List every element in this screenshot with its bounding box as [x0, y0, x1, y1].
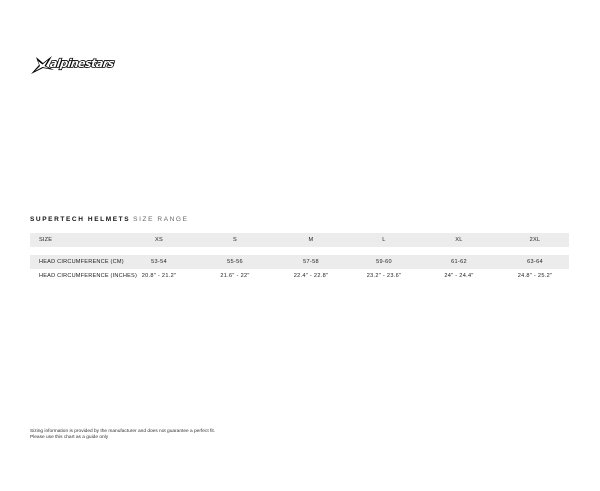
disclaimer-line-1: Sizing information is provided by the manufacturer and does not guarantee a perfect fit.	[30, 429, 216, 434]
disclaimer-line-2: Please use this chart as a guide only	[30, 435, 109, 440]
size-cell: M	[308, 237, 314, 243]
brand-logo	[30, 54, 134, 76]
inches-cell: 24" - 24.4"	[444, 273, 474, 279]
size-label: SIZE	[39, 237, 53, 243]
brand-wordmark: alpinestars	[49, 57, 115, 70]
cm-cell: 57-58	[303, 259, 319, 265]
cm-cell: 55-56	[227, 259, 243, 265]
size-cell: L	[382, 237, 386, 243]
inches-label: HEAD CIRCUMFERENCE (INCHES)	[39, 273, 138, 279]
chart-title	[30, 216, 189, 223]
size-cell: XL	[455, 237, 463, 243]
cm-label: HEAD CIRCUMFERENCE (CM)	[39, 259, 124, 265]
cm-cell: 63-64	[527, 259, 543, 265]
size-cell: XS	[154, 237, 164, 243]
inches-row	[30, 269, 569, 283]
cm-cell: 61-62	[451, 259, 467, 265]
size-cell: S	[232, 237, 238, 243]
product-name: SUPERTECH HELMETS	[30, 216, 131, 223]
inches-cell: 21.6" - 22"	[220, 273, 250, 279]
cm-cell: 53-54	[151, 259, 167, 265]
inches-cell: 22.4" - 22.8"	[293, 273, 329, 279]
size-cell: 2XL	[529, 237, 541, 243]
title-suffix: SIZE RANGE	[133, 216, 189, 223]
disclaimer	[30, 429, 215, 441]
inches-cell: 23.2" - 23.6"	[366, 273, 402, 279]
inches-cell: 24.8" - 25.2"	[517, 273, 553, 279]
cm-row	[30, 255, 569, 269]
size-header-row	[30, 233, 569, 247]
cm-cell: 59-60	[376, 259, 392, 265]
inches-cell: 20.8" - 21.2"	[141, 273, 177, 279]
